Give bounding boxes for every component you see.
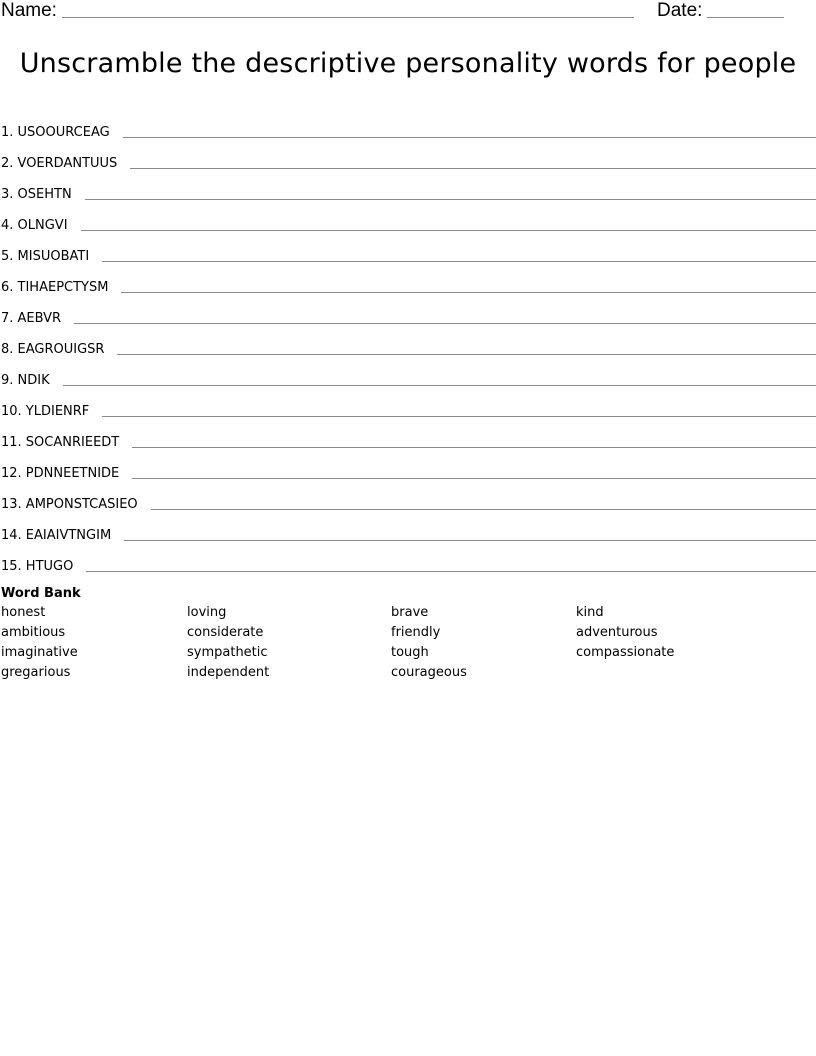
scrambled-word: 9. NDIK — [1, 373, 50, 388]
problem-row — [0, 295, 816, 326]
date-label: Date: — [657, 0, 703, 21]
word-bank — [0, 586, 816, 695]
worksheet-title: Unscramble the descriptive personality words for people — [19, 48, 797, 79]
word-bank-title: Word Bank — [1, 586, 81, 601]
answer-line — [132, 447, 816, 448]
answer-line — [85, 199, 816, 200]
scrambled-word: 14. EAIAIVTNGIM — [1, 528, 112, 543]
word-bank-word: imaginative — [1, 645, 78, 660]
word-bank-word: loving — [187, 605, 227, 620]
name-line — [62, 17, 634, 18]
scrambled-word: 11. SOCANRIEEDT — [1, 435, 120, 450]
problem-row — [0, 419, 816, 450]
problem-list — [0, 109, 816, 574]
answer-line — [81, 230, 816, 231]
answer-line — [63, 385, 816, 386]
answer-line — [151, 509, 816, 510]
scrambled-word: 7. AEBVR — [1, 311, 62, 326]
problem-row — [0, 171, 816, 202]
scrambled-word: 6. TIHAEPCTYSM — [1, 280, 109, 295]
answer-line — [123, 137, 816, 138]
answer-line — [102, 416, 816, 417]
word-bank-word: courageous — [391, 665, 467, 680]
answer-line — [117, 354, 816, 355]
word-bank-word: considerate — [187, 625, 264, 640]
answer-line — [121, 292, 816, 293]
problem-row — [0, 109, 816, 140]
problem-row — [0, 512, 816, 543]
answer-line — [86, 571, 816, 572]
problem-row — [0, 450, 816, 481]
scrambled-word: 12. PDNNEETNIDE — [1, 466, 120, 481]
word-bank-word: independent — [187, 665, 270, 680]
date-line — [707, 17, 784, 18]
problem-row — [0, 326, 816, 357]
answer-line — [130, 168, 816, 169]
problem-row — [0, 481, 816, 512]
problem-row — [0, 233, 816, 264]
word-bank-word: honest — [1, 605, 46, 620]
word-bank-word: gregarious — [1, 665, 71, 680]
problem-row — [0, 140, 816, 171]
word-bank-word: sympathetic — [187, 645, 268, 660]
word-bank-word: adventurous — [576, 625, 658, 640]
word-bank-word: ambitious — [1, 625, 66, 640]
answer-line — [102, 261, 816, 262]
worksheet-header — [0, 0, 816, 26]
word-bank-word: brave — [391, 605, 429, 620]
scrambled-word: 13. AMPONSTCASIEO — [1, 497, 138, 512]
problem-row — [0, 264, 816, 295]
problem-row — [0, 202, 816, 233]
name-label: Name: — [1, 0, 57, 21]
word-bank-word: kind — [576, 605, 604, 620]
scrambled-word: 4. OLNGVI — [1, 218, 68, 233]
word-bank-word: friendly — [391, 625, 441, 640]
scrambled-word: 3. OSEHTN — [1, 187, 72, 202]
scrambled-word: 5. MISUOBATI — [1, 249, 90, 264]
problem-row — [0, 357, 816, 388]
scrambled-word: 15. HTUGO — [1, 559, 74, 574]
word-bank-word: compassionate — [576, 645, 675, 660]
answer-line — [132, 478, 816, 479]
problem-row — [0, 543, 816, 574]
answer-line — [74, 323, 816, 324]
word-bank-grid — [0, 605, 816, 695]
word-bank-word: tough — [391, 645, 429, 660]
scrambled-word: 10. YLDIENRF — [1, 404, 90, 419]
scrambled-word: 8. EAGROUIGSR — [1, 342, 105, 357]
scrambled-word: 2. VOERDANTUUS — [1, 156, 118, 171]
scrambled-word: 1. USOOURCEAG — [1, 125, 110, 140]
answer-line — [124, 540, 816, 541]
problem-row — [0, 388, 816, 419]
